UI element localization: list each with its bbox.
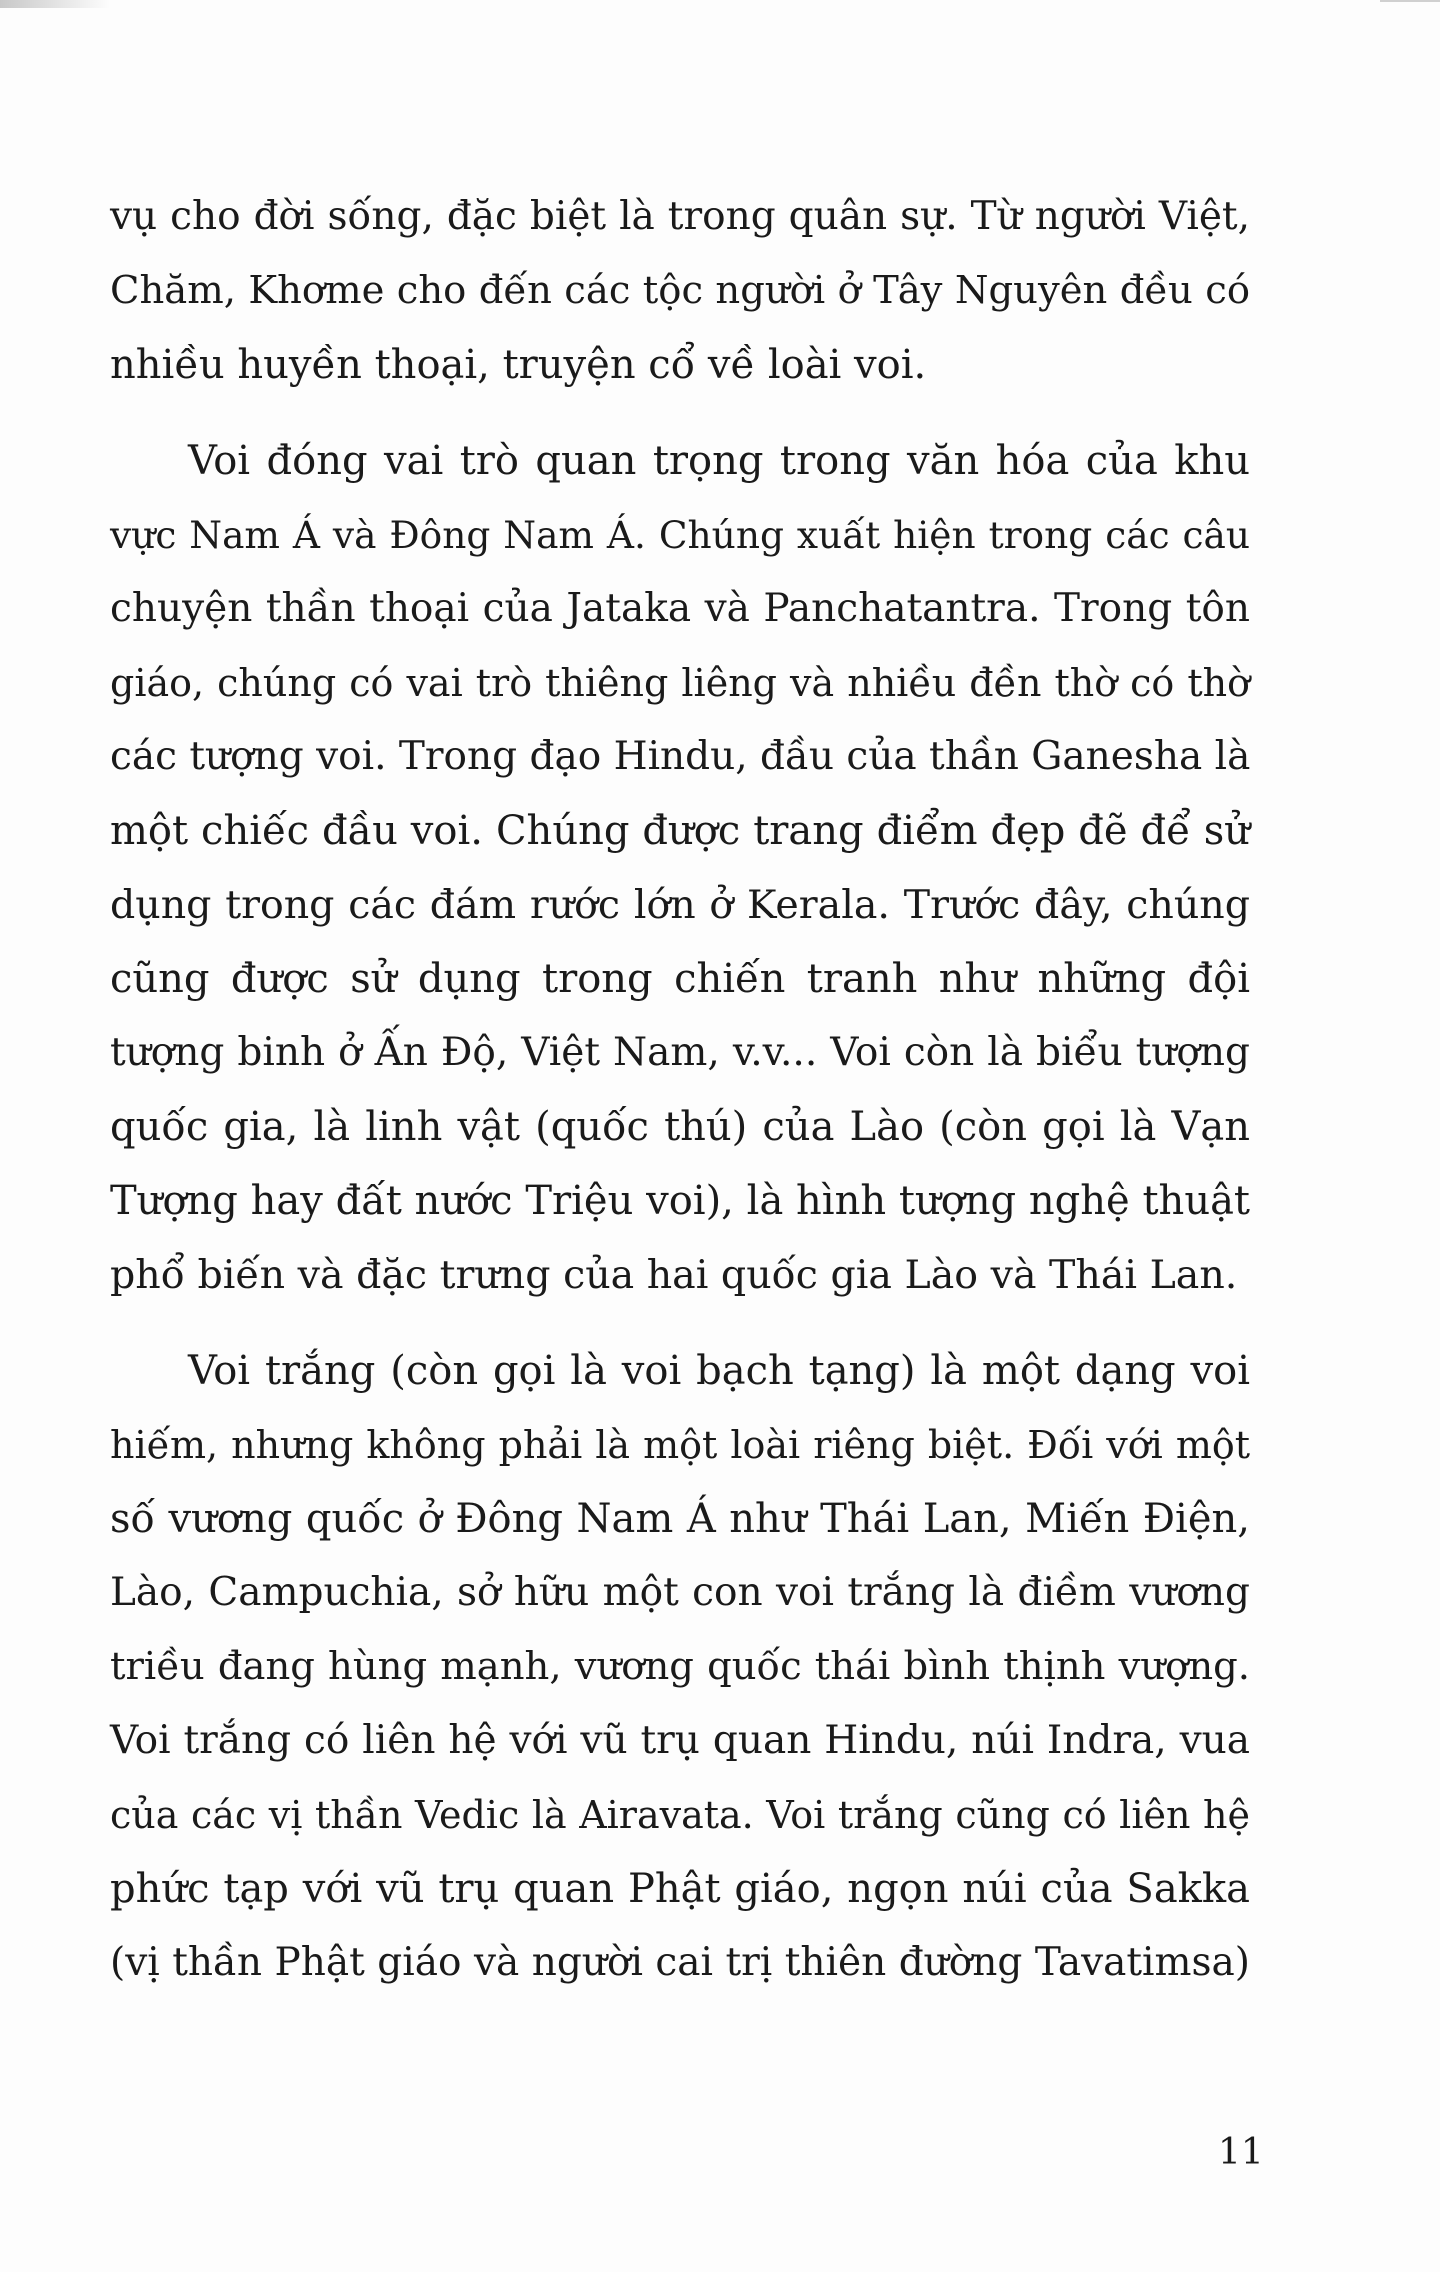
text-line: vụ cho đời sống, đặc biệt là trong quân sự. Từ người Việt,	[110, 194, 1250, 239]
text-line: của các vị thần Vedic là Airavata. Voi trắng cũng có liên hệ	[110, 1793, 1250, 1837]
text-line: chuyện thần thoại của Jataka và Panchatantra. Trong tôn	[110, 586, 1250, 631]
text-line: quốc gia, là linh vật (quốc thú) của Lào (còn gọi là Vạn	[110, 1104, 1250, 1150]
body-text	[110, 180, 1250, 2000]
text-line: tượng binh ở Ấn Độ, Việt Nam, v.v... Voi còn là biểu tượng	[110, 1030, 1250, 1075]
paragraph-1	[110, 180, 1250, 402]
scan-edge-mark-right	[1380, 0, 1440, 2]
text-line: một chiếc đầu voi. Chúng được trang điểm đẹp đẽ để sử	[110, 808, 1250, 854]
scan-edge-mark	[0, 0, 110, 8]
text-line: Chăm, Khơme cho đến các tộc người ở Tây Nguyên đều có	[110, 268, 1250, 313]
text-line: Tượng hay đất nước Triệu voi), là hình tượng nghệ thuật	[110, 1178, 1250, 1224]
text-line: nhiều huyền thoại, truyện cổ về loài voi.	[110, 342, 927, 388]
text-line: phổ biến và đặc trưng của hai quốc gia Lào và Thái Lan.	[110, 1252, 1238, 1298]
text-line: Lào, Campuchia, sở hữu một con voi trắng là điềm vương	[110, 1570, 1250, 1615]
text-line: phức tạp với vũ trụ quan Phật giáo, ngọn núi của Sakka	[110, 1866, 1250, 1912]
text-line: giáo, chúng có vai trò thiêng liêng và nhiều đền thờ có thờ	[110, 661, 1250, 705]
text-line: vực Nam Á và Đông Nam Á. Chúng xuất hiện trong các câu	[110, 513, 1250, 557]
text-line: dụng trong các đám rước lớn ở Kerala. Trước đây, chúng	[110, 882, 1250, 928]
text-line: cũng được sử dụng trong chiến tranh như những đội	[110, 956, 1250, 1002]
text-line: số vương quốc ở Đông Nam Á như Thái Lan, Miến Điện,	[110, 1496, 1250, 1542]
text-line: triều đang hùng mạnh, vương quốc thái bình thịnh vượng.	[110, 1644, 1250, 1689]
text-line: các tượng voi. Trong đạo Hindu, đầu của thần Ganesha là	[110, 734, 1251, 779]
paragraph-3	[110, 1334, 1250, 2000]
text-line: Voi trắng có liên hệ với vũ trụ quan Hindu, núi Indra, vua	[110, 1718, 1250, 1763]
text-line: hiếm, nhưng không phải là một loài riêng biệt. Đối với một	[110, 1423, 1250, 1467]
page-number: 11	[1218, 2132, 1264, 2173]
text-line: Voi đóng vai trò quan trọng trong văn hóa của khu	[188, 438, 1250, 484]
text-line: Voi trắng (còn gọi là voi bạch tạng) là một dạng voi	[188, 1348, 1250, 1394]
text-line: (vị thần Phật giáo và người cai trị thiên đường Tavatimsa)	[110, 1940, 1250, 1985]
paragraph-2	[110, 424, 1250, 1312]
